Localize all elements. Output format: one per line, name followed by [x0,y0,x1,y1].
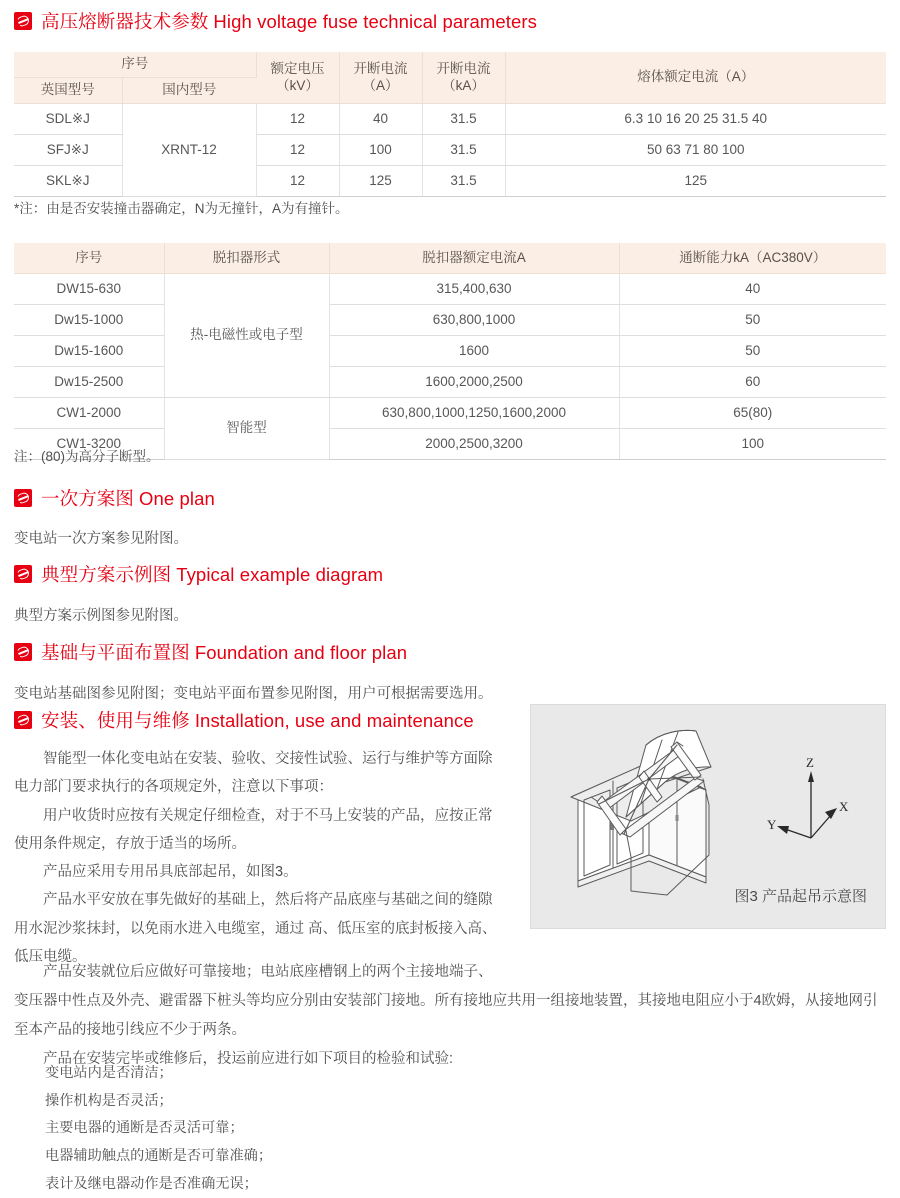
section-title-install [41,707,474,733]
section-heading-one-plan [14,485,215,511]
cell-breaking-capacity: 100 [619,429,886,460]
table-row [14,305,886,336]
one-plan-paragraph: 变电站一次方案参见附图。 [14,531,188,547]
product-lifting-figure [530,704,886,929]
header-fuse-rated-current: 熔体额定电流（A） [505,52,886,104]
fuse-table-note: *注：由是否安装撞击器确定，N为无撞针，A为有撞针。 [14,201,349,216]
fuse-table-wrapper [0,52,886,197]
section-title-en: One plan [139,488,215,509]
install-paragraph-4: 产品水平安放在事先做好的基础上，然后将产品底座与基础之间的缝隙用水泥沙浆抹封，以免雨水进入电缆室，通过 高、低压室的底封板接入高、低压电缆。 [14,892,497,965]
section-title-en: Installation, use and maintenance [194,710,474,731]
header-rated-voltage: 额定电压 （kV） [256,52,339,104]
cell-breaking-current-ka: 31.5 [422,104,505,135]
section-title-cn: 安装、使用与维修 [41,710,190,731]
install-checklist [45,1060,745,1198]
checklist-item: 电器辅助触点的通断是否可靠准确； [45,1148,273,1165]
header-uk-model: 英国型号 [14,78,122,104]
section-title-cn: 一次方案图 [41,488,135,509]
breaker-table-wrapper [0,243,886,460]
section-marker-icon [14,12,32,30]
cell-breaking-current-ka: 31.5 [422,135,505,166]
section-title-en: High voltage fuse technical parameters [213,11,538,32]
header-breaking-current-ka: 开断电流 （kA） [422,52,505,104]
figure-caption: 图3 产品起吊示意图 [734,888,867,905]
table-row [14,367,886,398]
header-breaking-current-a: 开断电流 （A） [339,52,422,104]
cell-breaking-current-a: 100 [339,135,422,166]
cell-model: Dw15-1600 [14,336,164,367]
cell-model: CW1-2000 [14,398,164,429]
checklist-item: 变电站内是否清洁； [45,1065,173,1081]
cell-release-type: 智能型 [164,398,329,460]
axis-label-z: Z [806,755,814,770]
cell-breaking-capacity: 40 [619,274,886,305]
cell-rated-voltage: 12 [256,135,339,166]
section-heading-fuse [14,8,537,34]
section-title-fuse [41,8,537,34]
cell-breaking-capacity: 50 [619,305,886,336]
header-release-rated-current: 脱扣器额定电流A [329,243,619,274]
install-paragraph-3: 产品应采用专用吊具底部起吊，如图3。 [43,864,298,881]
cell-release-rated-current: 630,800,1000,1250,1600,2000 [329,398,619,429]
install-paragraph-5b: 变压器中性点及外壳、避雷器下桩头等均应分别由安装部门接地。所有接地应共用一组接地装置，其接地电阻应小于4欧姆，从接地网引至本产品的接地引线应不少于两条。 [14,993,878,1038]
axis-label-x: X [839,799,849,814]
section-title-cn: 基础与平面布置图 [41,642,190,663]
header-model: 序号 [14,243,164,274]
table-header-row-top [14,52,886,78]
cell-breaking-current-a: 125 [339,166,422,197]
cell-model: Dw15-2500 [14,367,164,398]
cell-fuse-rated-current: 125 [505,166,886,197]
header-group-model: 序号 [14,52,256,78]
table-row [14,398,886,429]
cell-release-rated-current: 1600,2000,2500 [329,367,619,398]
cell-breaking-capacity: 65(80) [619,398,886,429]
cell-model: DW15-630 [14,274,164,305]
header-breaking-capacity: 通断能力kA（AC380V） [619,243,886,274]
cell-release-rated-current: 1600 [329,336,619,367]
typical-paragraph: 典型方案示例图参见附图。 [14,608,188,624]
cell-breaking-current-a: 40 [339,104,422,135]
cell-breaking-capacity: 60 [619,367,886,398]
cell-uk-model: SDL※J [14,104,122,135]
table-header-row [14,243,886,274]
cell-release-rated-current: 2000,2500,3200 [329,429,619,460]
fuse-parameters-table [14,52,886,197]
section-title-cn: 高压熔断器技术参数 [41,11,209,32]
section-title-typical [41,561,383,587]
axis-label-y: Y [767,817,777,832]
install-text-column [14,745,506,971]
cell-breaking-capacity: 50 [619,336,886,367]
cell-rated-voltage: 12 [256,104,339,135]
breaker-table-note: 注：(80)为高分子断型。 [14,449,160,464]
table-row [14,274,886,305]
install-paragraph-6: 产品在安装完毕或维修后，投运前应进行如下项目的检验和试验: [43,1051,454,1067]
cell-breaking-current-ka: 31.5 [422,166,505,197]
section-title-one-plan [41,485,215,511]
section-heading-install [14,707,474,733]
section-title-en: Typical example diagram [176,564,384,585]
section-title-cn: 典型方案示例图 [41,564,172,585]
cell-fuse-rated-current: 50 63 71 80 100 [505,135,886,166]
breaker-parameters-table [14,243,886,460]
cell-release-rated-current: 630,800,1000 [329,305,619,336]
checklist-item: 表计及继电器动作是否准确无误； [45,1175,258,1192]
cell-rated-voltage: 12 [256,166,339,197]
checklist-item: 操作机构是否灵活； [45,1092,173,1109]
table-row [14,336,886,367]
section-marker-icon [14,711,32,729]
section-marker-icon [14,565,32,583]
install-paragraph-1: 智能型一体化变电站在安装、验收、交接性试验、运行与维护等方面除电力部门要求执行的各项规定外，注意以下事项： [14,751,493,796]
install-paragraph-2: 用户收货时应按有关规定仔细检查，对于不马上安装的产品，应按正常使用条件规定，存放于适当的场所。 [14,807,493,852]
section-title-en: Foundation and floor plan [194,642,408,663]
cell-fuse-rated-current: 6.3 10 16 20 25 31.5 40 [505,104,886,135]
install-text-fullwidth [14,958,886,1074]
cell-release-rated-current: 315,400,630 [329,274,619,305]
header-domestic-model: 国内型号 [122,78,256,104]
foundation-paragraph: 变电站基础图参见附图；变电站平面布置参见附图，用户可根据需要选用。 [14,686,493,702]
section-marker-icon [14,489,32,507]
cell-uk-model: SFJ※J [14,135,122,166]
cell-model: Dw15-1000 [14,305,164,336]
section-heading-foundation [14,639,407,665]
section-marker-icon [14,643,32,661]
install-paragraph-5: 产品安装就位后应做好可靠接地；电站底座槽钢上的两个主接地端子、 [43,964,493,980]
section-heading-typical [14,561,383,587]
header-release-type: 脱扣器形式 [164,243,329,274]
cell-release-type: 热-电磁性或电子型 [164,274,329,398]
section-title-foundation [41,639,407,665]
table-row [14,104,886,135]
cell-model: CW1-3200 [14,429,164,460]
cell-uk-model: SKL※J [14,166,122,197]
checklist-item: 主要电器的通断是否灵活可靠； [45,1120,244,1137]
cell-domestic-model: XRNT-12 [122,104,256,197]
